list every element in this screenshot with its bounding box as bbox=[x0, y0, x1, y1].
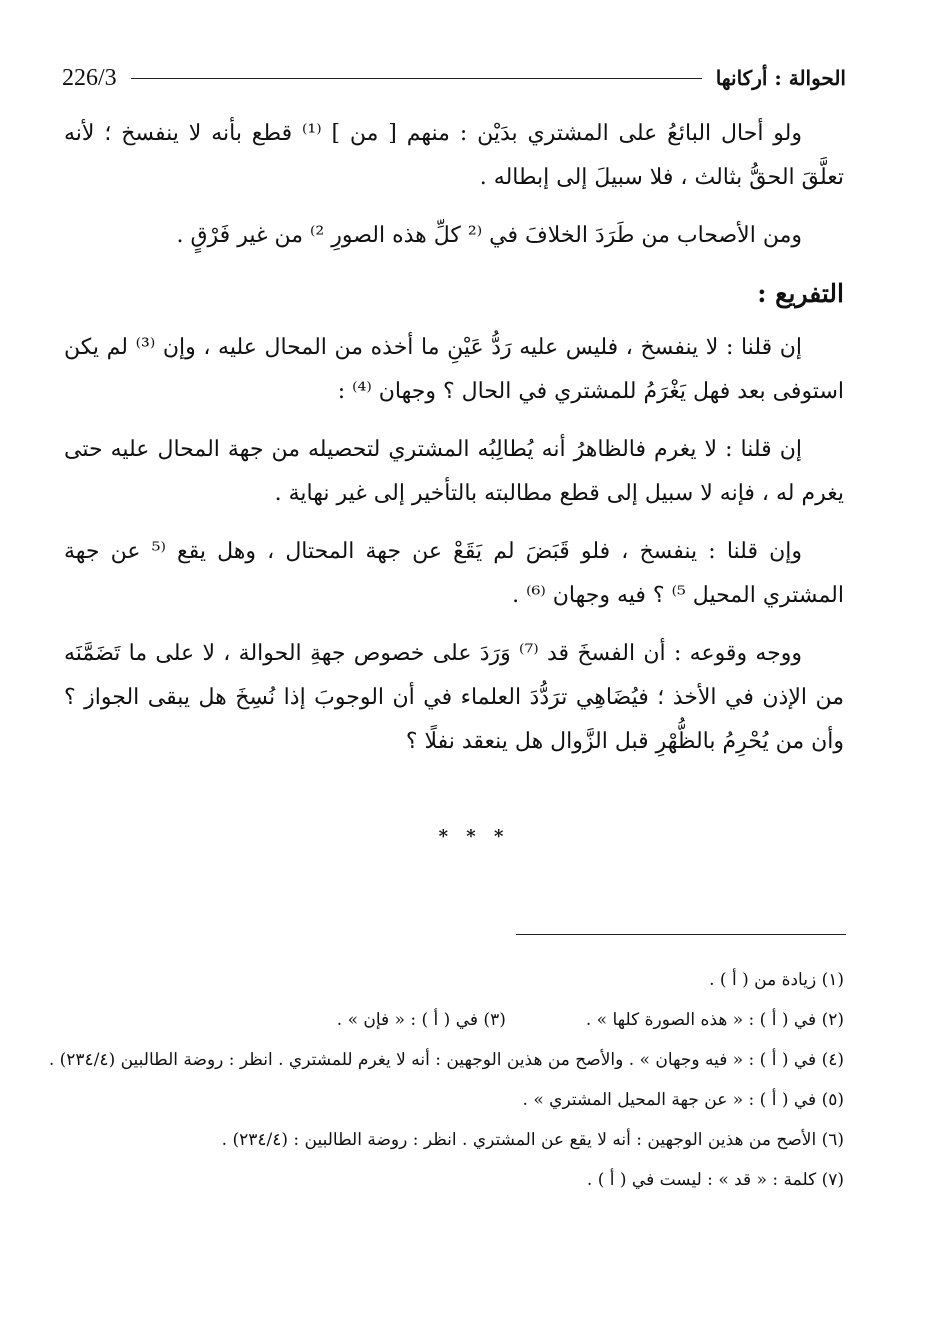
footnotes bbox=[48, 960, 844, 1200]
footnote-6: (٦) الأصح من هذين الوجهين : أنه لا يقع عن المشتري . انظر : روضة الطالبين : (٢٣٤/٤) . bbox=[221, 1130, 844, 1150]
footnote-1: (١) زيادة من ( أ ) . bbox=[709, 970, 844, 990]
page-header bbox=[62, 58, 846, 98]
footnote-3: (٣) في ( أ ) : « فإن » . bbox=[336, 1010, 506, 1030]
footnote-5: (٥) في ( أ ) : « عن جهة المحيل المشتري » . bbox=[522, 1090, 844, 1110]
paragraph-6: ووجه وقوعه : أن الفسخَ قد ⁽⁷⁾ وَرَدَ على خصوص جهةِ الحوالة ، لا على ما تَضَمَّنَه من الإذن في الأخذ ؛ فيُضَاهِي ترَدُّدَ العلماء في أن الوجوبَ إذا نُسِخَ هل يبقى الجواز ؟ وأن من يُحْرِمُ بالظُّهْرِ قبل الزَّوال هل ينعقد نفلًا ؟ bbox=[64, 641, 844, 754]
paragraph-4: إن قلنا : لا يغرم فالظاهرُ أنه يُطالِبُه المشتري لتحصيله من جهة المحال عليه حتى يغرم له ، فإنه لا سبيل إلى قطع مطالبته بالتأخير إلى غير نهاية . bbox=[64, 437, 844, 506]
footnote-rule bbox=[516, 934, 846, 935]
footnote-7: (٧) كلمة : « قد » : ليست في ( أ ) . bbox=[586, 1170, 844, 1190]
paragraph-1: ولو أحال البائعُ على المشتري بدَيْن : منهم [ من ] ⁽¹⁾ قطع بأنه لا ينفسخ ؛ لأنه تعلَّقَ الحقُّ بثالث ، فلا سبيلَ إلى إبطاله . bbox=[64, 121, 844, 190]
section-end-stars: * * * bbox=[438, 826, 510, 847]
footnote-row-2-3 bbox=[64, 1000, 844, 1040]
paragraph-2: ومن الأصحاب من طَرَدَ الخلافَ في ⁽² كلِّ هذه الصورِ ²⁾ من غير فَرْقٍ . bbox=[176, 223, 802, 248]
paragraph-3: إن قلنا : لا ينفسخ ، فليس عليه رَدُّ عَيْنِ ما أخذه من المحال عليه ، وإن ⁽³⁾ لم يكن استوفى بعد فهل يَغْرَمُ للمشتري في الحال ؟ وجهان ⁽⁴⁾ : bbox=[64, 335, 844, 404]
header-rule bbox=[131, 78, 702, 79]
footnote-2: (٢) في ( أ ) : « هذه الصورة كلها » . bbox=[585, 1010, 844, 1030]
paragraph-5: وإن قلنا : ينفسخ ، فلو قَبَضَ لم يَقَعْ عن جهة المحتال ، وهل يقع ⁽⁵ عن جهة المشتري المحيل ⁵⁾ ؟ فيه وجهان ⁽⁶⁾ . bbox=[64, 539, 844, 608]
page-reference: 226/3 bbox=[62, 64, 117, 91]
main-text bbox=[64, 112, 844, 778]
section-title: التفريع : bbox=[757, 279, 844, 308]
chapter-title: الحوالة : أركانها bbox=[715, 66, 846, 90]
footnote-4: (٤) في ( أ ) : « فيه وجهان » . والأصح من هذين الوجهين : أنه لا يغرم للمشتري . انظر : روضة الطالبين (٢٣٤/٤) . bbox=[48, 1050, 844, 1070]
